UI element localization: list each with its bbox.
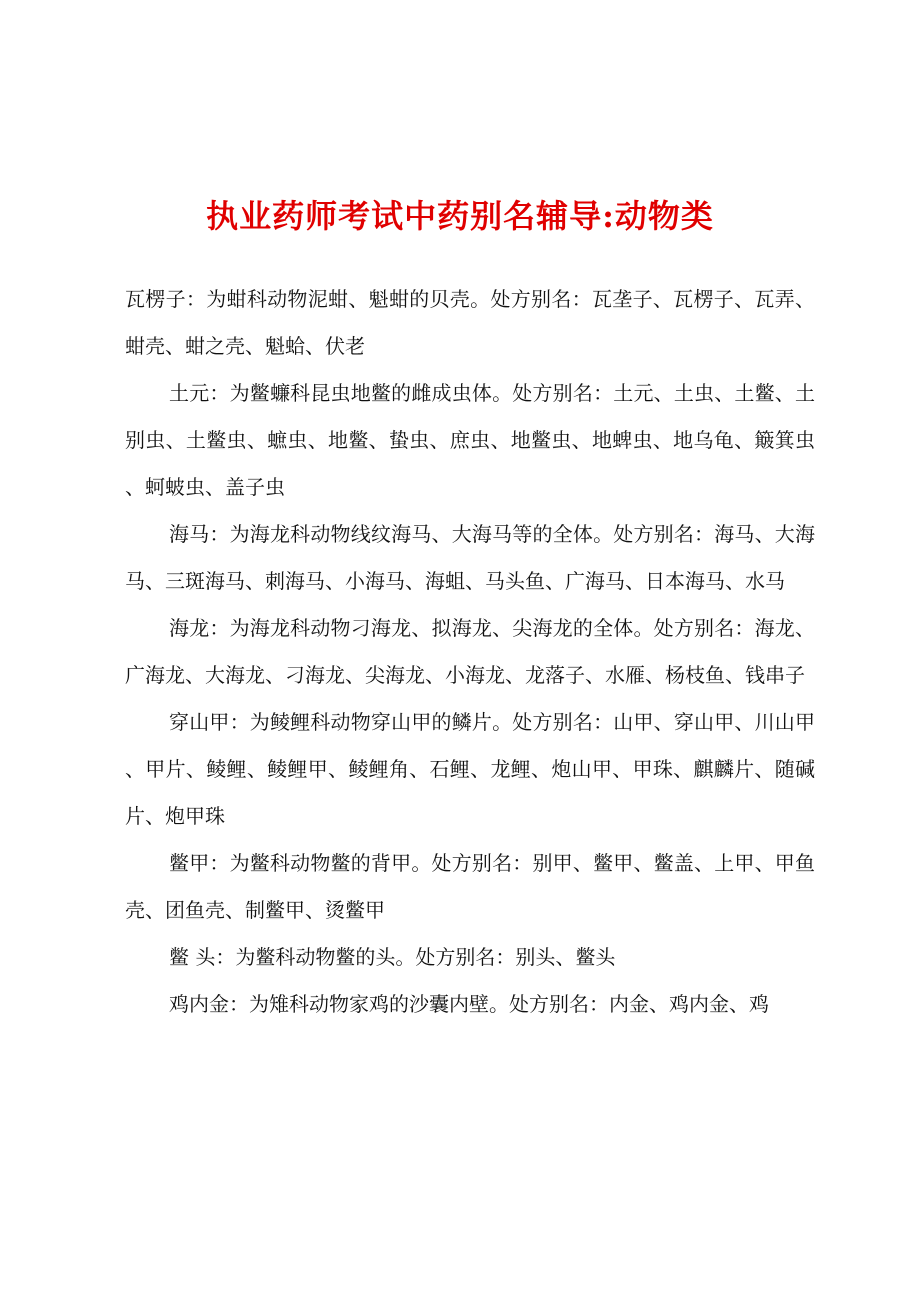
paragraph-bietou: 鳖 头：为鳖科动物鳖的头。处方别名：别头、鳖头 <box>169 945 616 969</box>
paragraph-chuanshanjia: 穿山甲：为鲮鲤科动物穿山甲的鳞片。处方别名：山甲、穿山甲、川山甲、甲片、鲮鲤、鲮鲤甲、鲮鲤角、石鲤、龙鲤、炮山甲、甲珠、麒麟片、随碱片、炮甲珠 <box>125 710 815 828</box>
paragraph-tuyuan: 土元：为鳖蠊科昆虫地鳖的雌成虫体。处方别名：土元、土虫、土鳖、土别虫、土鳖虫、蟅虫、地鳖、蛰虫、庶虫、地鳖虫、地蜱虫、地乌龟、簸箕虫、蚵蚾虫、盖子虫 <box>125 381 815 499</box>
paragraph-hailong: 海龙：为海龙科动物刁海龙、拟海龙、尖海龙的全体。处方别名：海龙、广海龙、大海龙、刁海龙、尖海龙、小海龙、龙落子、水雁、杨枝鱼、钱串子 <box>125 616 815 687</box>
paragraph-biejia: 鳖甲：为鳖科动物鳖的背甲。处方别名：别甲、鳖甲、鳖盖、上甲、甲鱼壳、团鱼壳、制鳖甲、烫鳖甲 <box>125 851 815 922</box>
paragraph-walengzi: 瓦楞子：为蚶科动物泥蚶、魁蚶的贝壳。处方别名：瓦垄子、瓦楞子、瓦弄、蚶壳、蚶之壳、魁蛤、伏老 <box>125 287 815 358</box>
paragraph-jineijin: 鸡内金：为雉科动物家鸡的沙囊内壁。处方别名：内金、鸡内金、鸡 <box>169 992 769 1016</box>
document-body <box>125 276 815 1028</box>
paragraph-haima: 海马：为海龙科动物线纹海马、大海马等的全体。处方别名：海马、大海马、三斑海马、刺海马、小海马、海蛆、马头鱼、广海马、日本海马、水马 <box>125 522 815 593</box>
document-title: 执业药师考试中药别名辅导:动物类 <box>206 197 714 235</box>
